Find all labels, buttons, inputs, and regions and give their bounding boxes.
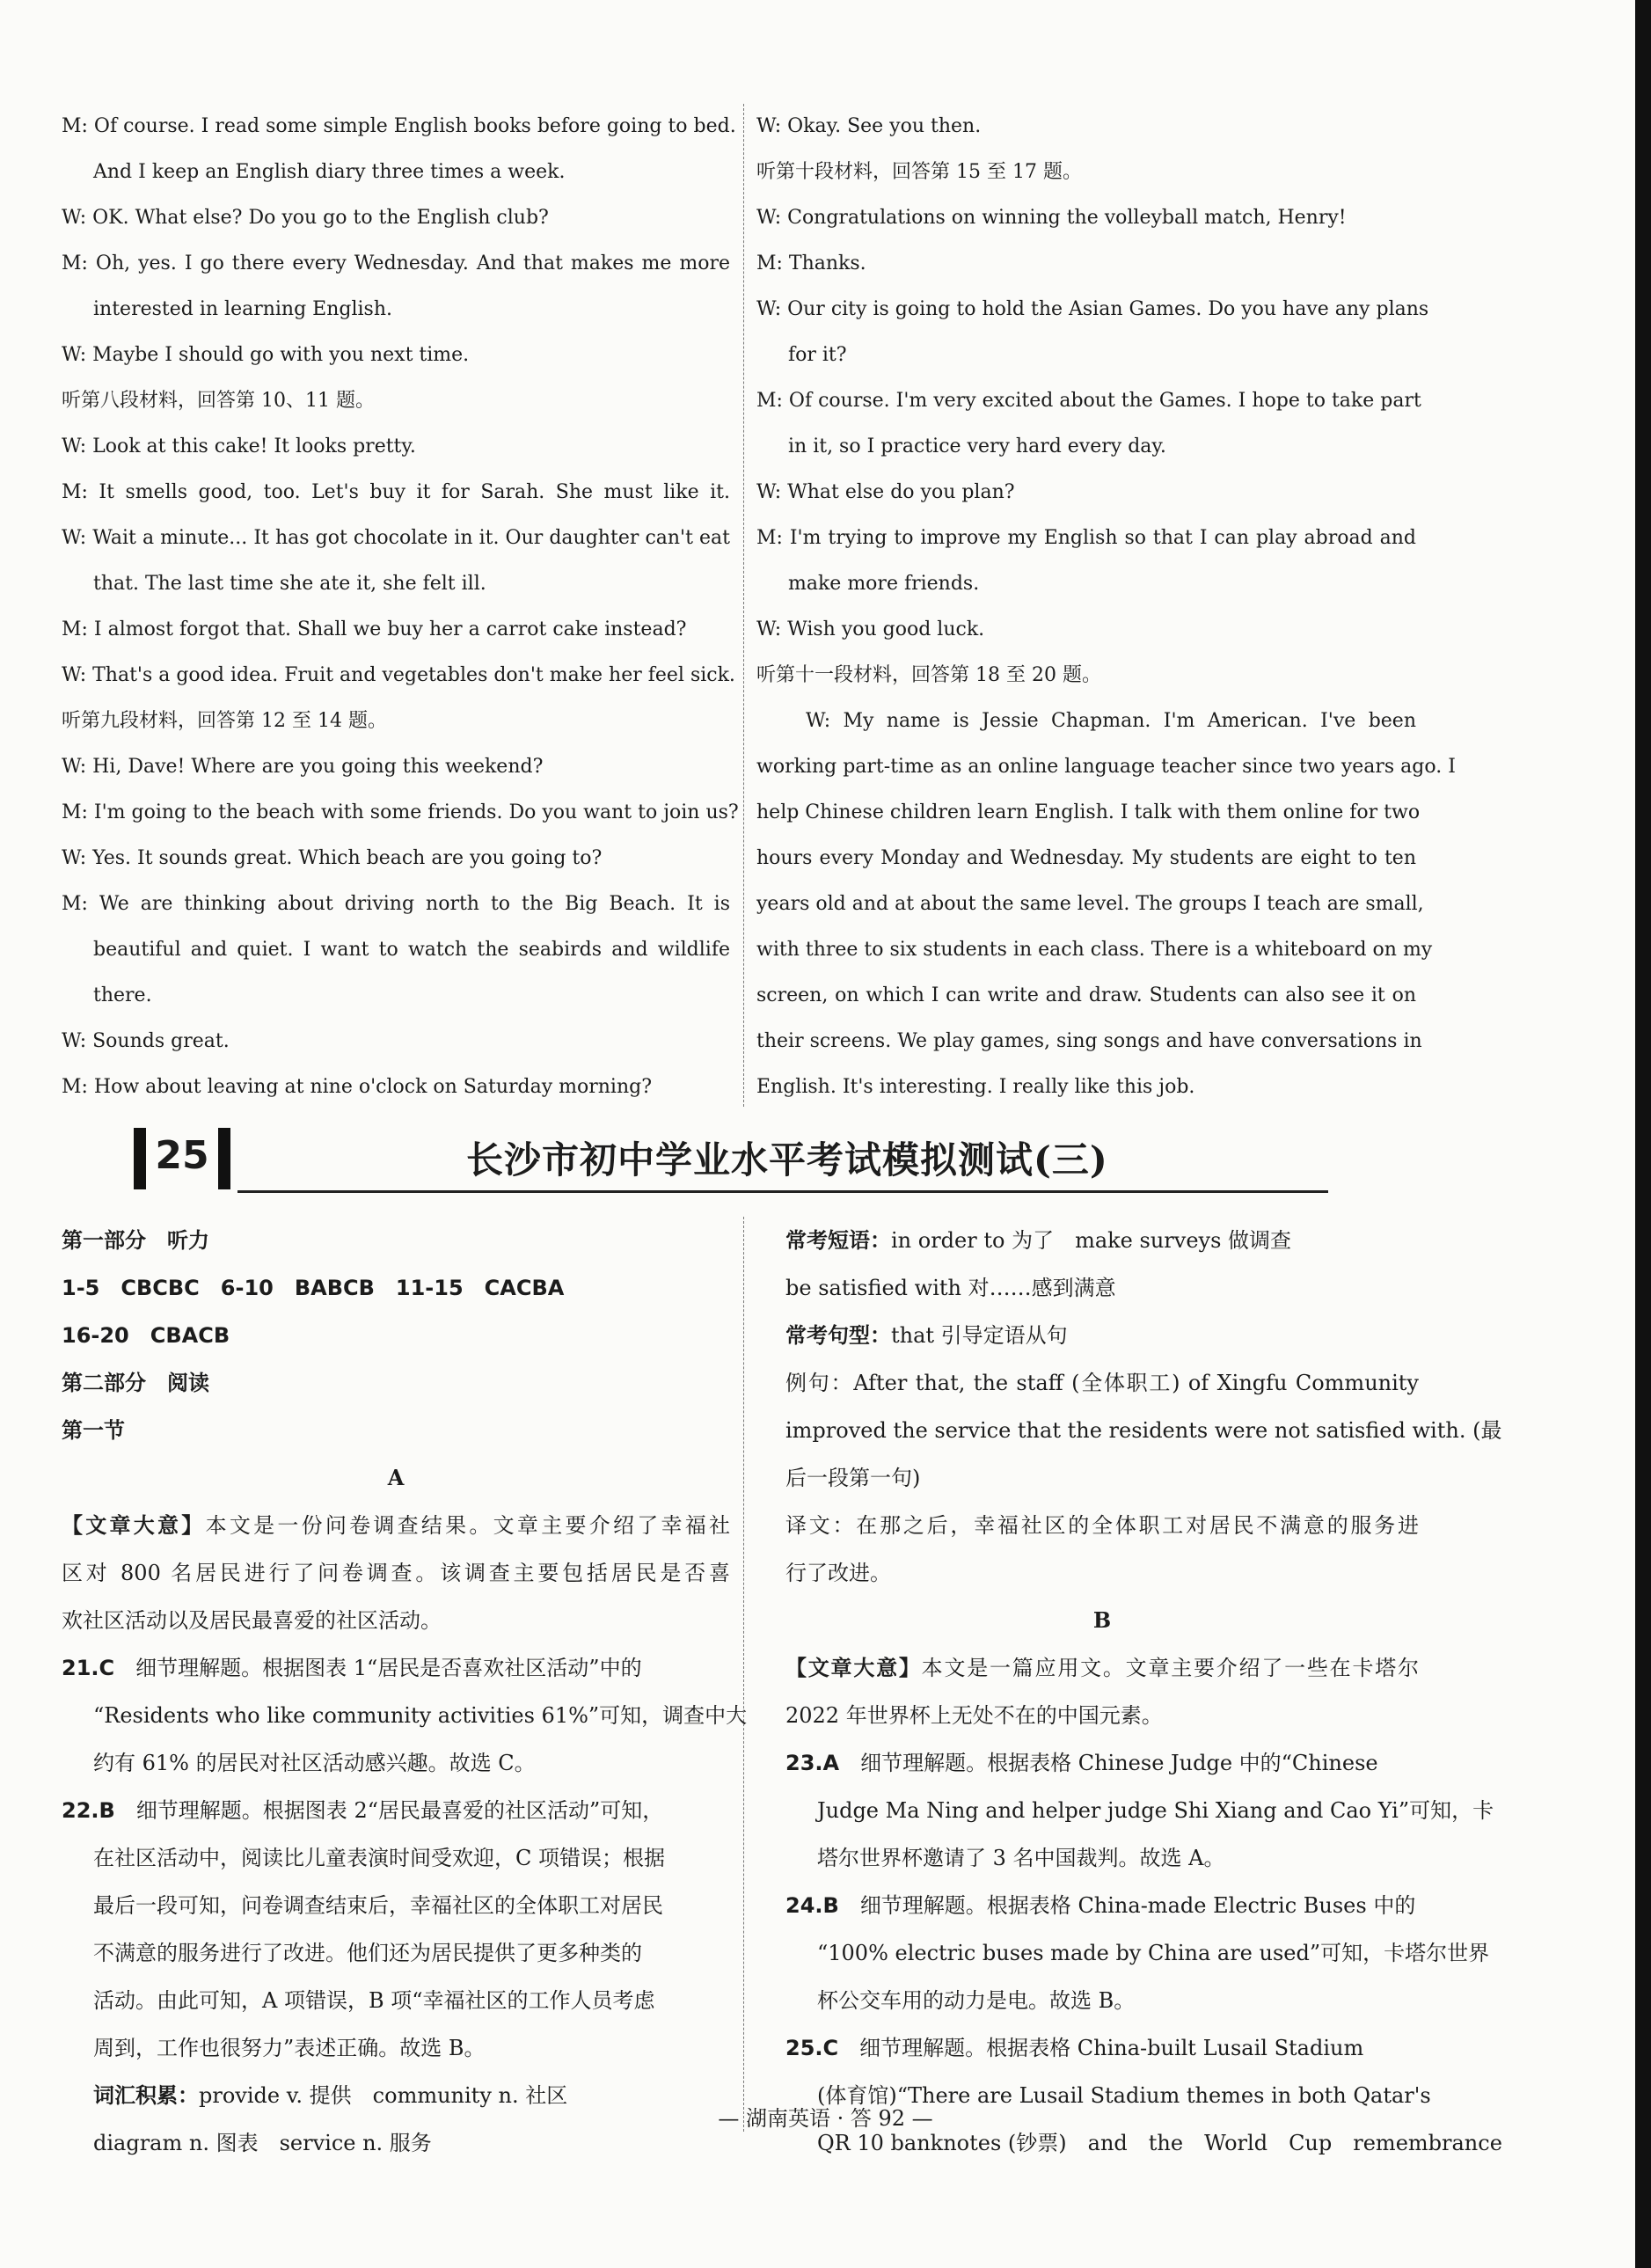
example-line: 后一段第一句) — [785, 1466, 921, 1490]
summary-line — [785, 1644, 1419, 1692]
material-heading: 听第八段材料，回答第 10、11 题。 — [62, 390, 375, 412]
transcript-line: W: Sounds great. — [62, 1030, 230, 1052]
summary-line — [62, 1502, 730, 1549]
explanation-line: “Residents who like community activities 61%”可知，调查中大 — [93, 1703, 748, 1728]
transcript-line: M: It smells good, too. Let's buy it for Sarah. She must like it. — [62, 481, 730, 503]
transcript-line: W: OK. What else? Do you go to the English club? — [62, 207, 549, 229]
transcript-line: screen, on which I can write and draw. Students can also see it on — [756, 984, 1416, 1006]
transcript-line: W: Wait a minute... It has got chocolate in it. Our daughter can't eat — [62, 527, 730, 549]
summary-line: 区对 800 名居民进行了问卷调查。该调查主要包括居民是否喜 — [62, 1561, 730, 1585]
transcript-line: help Chinese children learn English. I talk with them online for two — [756, 801, 1421, 823]
transcript-line: make more friends. — [788, 573, 980, 595]
transcript-line: beautiful and quiet. I want to watch the seabirds and wildlife — [93, 939, 730, 961]
transcript-line: M: Of course. I read some simple English books before going to bed. — [62, 115, 736, 137]
question-text: 细节理解题。根据表格 Chinese Judge 中的“Chinese — [860, 1751, 1378, 1775]
question-number: 24.B — [785, 1893, 839, 1918]
explanation-line: “100% electric buses made by China are used”可知，卡塔尔世界 — [817, 1941, 1490, 1965]
answers-left-column — [62, 1217, 748, 2167]
material-heading: 听第九段材料，回答第 12 至 14 题。 — [62, 710, 387, 732]
explanation-line: Judge Ma Ning and helper judge Shi Xiang and Cao Yi”可知，卡 — [817, 1798, 1494, 1823]
transcript-line: M: I almost forgot that. Shall we buy her a carrot cake instead? — [62, 618, 687, 640]
transcript-line: that. The last time she ate it, she felt ill. — [93, 573, 486, 595]
page-footer: — 湖南英语 · 答 92 — — [718, 2106, 933, 2131]
vocab-label: 词汇积累： — [93, 2082, 199, 2108]
vocab-text: provide v. 提供 community n. 社区 — [199, 2083, 568, 2108]
phrase-line — [785, 1217, 1419, 1264]
summary-tag: 【文章大意】 — [62, 1512, 206, 1538]
transcript-line: their screens. We play games, sing songs and have conversations in — [756, 1030, 1422, 1052]
transcript-line: in it, so I practice very hard every day. — [788, 435, 1166, 457]
transcript-line: W: Yes. It sounds great. Which beach are you going to? — [62, 847, 603, 869]
transcript-line: M: I'm trying to improve my English so that I can play abroad and — [756, 527, 1416, 549]
sentence-line — [785, 1312, 1419, 1359]
section-heading: 第一节 — [62, 1418, 125, 1443]
transcript-line: English. It's interesting. I really like this job. — [756, 1076, 1195, 1098]
transcript-line: M: Oh, yes. I go there every Wednesday. And that makes me more — [62, 252, 730, 274]
summary-text: 本文是一份问卷调查结果。文章主要介绍了幸福社 — [205, 1513, 731, 1538]
question-number: 25.C — [785, 2036, 839, 2060]
transcript-line: W: My name is Jessie Chapman. I'm American. I've been — [806, 710, 1416, 732]
transcript-line: M: Of course. I'm very excited about the Games. I hope to take part — [756, 390, 1421, 412]
transcript-line: W: Congratulations on winning the volleyball match, Henry! — [756, 207, 1347, 229]
section-header — [123, 1128, 1328, 1200]
page-edge-bar — [1635, 0, 1651, 2268]
answers-right-column — [785, 1217, 1502, 2167]
transcript-line: W: Look at this cake! It looks pretty. — [62, 435, 416, 457]
phrase-text: in order to 为了 make surveys 做调查 — [891, 1228, 1292, 1253]
question-25 — [785, 2024, 1419, 2072]
passage-letter: A — [387, 1465, 405, 1490]
vocab-line: diagram n. 图表 service n. 服务 — [93, 2131, 432, 2155]
transcript-line: M: I'm going to the beach with some friends. Do you want to join us? — [62, 801, 739, 823]
translation-line: 译文：在那之后，幸福社区的全体职工对居民不满意的服务进 — [785, 1513, 1419, 1538]
transcript-line: W: Okay. See you then. — [756, 115, 982, 137]
transcript-line: years old and at about the same level. The groups I teach are small, — [756, 893, 1424, 915]
explanation-line: 塔尔世界杯邀请了 3 名中国裁判。故选 A。 — [817, 1846, 1225, 1870]
column-divider — [743, 1217, 744, 2132]
summary-line: 欢社区活动以及居民最喜爱的社区活动。 — [62, 1608, 442, 1633]
explanation-line: 杯公交车用的动力是电。故选 B。 — [817, 1988, 1136, 2013]
explanation-line: (体育馆)“There are Lusail Stadium themes in both Qatar's — [817, 2083, 1431, 2108]
explanation-line: 周到，工作也很努力”表述正确。故选 B。 — [93, 2036, 486, 2060]
explanation-line: QR 10 banknotes (钞票) and the World Cup remembrance — [817, 2131, 1502, 2155]
explanation-line: 约有 61% 的居民对社区活动感兴趣。故选 C。 — [93, 1751, 536, 1775]
transcript-line: for it? — [788, 344, 847, 366]
question-21 — [62, 1644, 730, 1692]
transcript-line: W: Maybe I should go with you next time. — [62, 344, 470, 366]
translation-line: 行了改进。 — [785, 1561, 891, 1585]
phrase-label: 常考短语： — [785, 1227, 891, 1253]
column-divider — [743, 104, 744, 1107]
passage-letter: B — [1092, 1607, 1112, 1633]
transcript-line: W: Our city is going to hold the Asian Games. Do you have any plans — [756, 298, 1429, 320]
question-24 — [785, 1882, 1419, 1929]
question-number: 21.C — [62, 1656, 115, 1680]
answer-key: 16-20 CBACB — [62, 1323, 230, 1348]
transcript-line: M: Thanks. — [756, 252, 866, 274]
transcript-line: W: That's a good idea. Fruit and vegetables don't make her feel sick. — [62, 664, 735, 686]
transcript-line: W: Hi, Dave! Where are you going this weekend? — [62, 756, 544, 778]
summary-text: 本文是一篇应用文。文章主要介绍了一些在卡塔尔 — [921, 1656, 1420, 1680]
transcript-line: with three to six students in each class. There is a whiteboard on my — [756, 939, 1433, 961]
explanation-line: 在社区活动中，阅读比儿童表演时间受欢迎，C 项错误；根据 — [93, 1846, 665, 1870]
question-22 — [62, 1787, 730, 1834]
example-line: 例句：After that, the staff (全体职工) of Xingfu Community — [785, 1371, 1419, 1395]
explanation-line: 不满意的服务进行了改进。他们还为居民提供了更多种类的 — [93, 1941, 642, 1965]
answer-key: 1-5 CBCBC 6-10 BABCB 11-15 CACBA — [62, 1276, 565, 1300]
transcript-line: interested in learning English. — [93, 298, 393, 320]
transcript-left-column — [62, 104, 739, 1110]
question-text: 细节理解题。根据图表 2“居民最喜爱的社区活动”可知， — [135, 1798, 664, 1823]
question-number: 23.A — [785, 1751, 840, 1775]
transcript-line: And I keep an English diary three times a week. — [93, 161, 566, 183]
explanation-line: 活动。由此可知，A 项错误，B 项“幸福社区的工作人员考虑 — [93, 1988, 655, 2013]
material-heading: 听第十段材料，回答第 15 至 17 题。 — [756, 161, 1082, 183]
question-23 — [785, 1739, 1419, 1787]
transcript-line: there. — [93, 984, 152, 1006]
example-line: improved the service that the residents were not satisfied with. (最 — [785, 1418, 1502, 1443]
header-rule — [237, 1190, 1328, 1193]
transcript-line: working part-time as an online language teacher since two years ago. I — [756, 756, 1456, 778]
sentence-text: that 引导定语从句 — [891, 1323, 1068, 1348]
transcript-right-column — [756, 104, 1456, 1110]
transcript-line: W: Wish you good luck. — [756, 618, 985, 640]
question-text: 细节理解题。根据表格 China-made Electric Buses 中的 — [859, 1893, 1416, 1918]
question-text: 细节理解题。根据表格 China-built Lusail Stadium — [859, 2036, 1364, 2060]
section-number: 25 — [155, 1133, 209, 1178]
question-number: 22.B — [62, 1798, 115, 1823]
summary-line: 2022 年世界杯上无处不在的中国元素。 — [785, 1703, 1163, 1728]
transcript-line: M: How about leaving at nine o'clock on Saturday morning? — [62, 1076, 653, 1098]
section-title: 长沙市初中学业水平考试模拟测试(三) — [466, 1138, 1108, 1182]
transcript-line: hours every Monday and Wednesday. My students are eight to ten — [756, 847, 1416, 869]
sentence-label: 常考句型： — [785, 1322, 891, 1348]
transcript-line: M: We are thinking about driving north to the Big Beach. It is — [62, 893, 730, 915]
bracket-right — [218, 1128, 230, 1189]
question-text: 细节理解题。根据图表 1“居民是否喜欢社区活动”中的 — [135, 1656, 642, 1680]
transcript-line: W: What else do you plan? — [756, 481, 1015, 503]
summary-tag: 【文章大意】 — [785, 1655, 922, 1680]
material-heading: 听第十一段材料，回答第 18 至 20 题。 — [756, 664, 1101, 686]
part-heading: 第一部分 听力 — [62, 1228, 209, 1253]
phrase-line: be satisfied with 对……感到满意 — [785, 1276, 1116, 1300]
explanation-line: 最后一段可知，问卷调查结束后，幸福社区的全体职工对居民 — [93, 1893, 663, 1918]
section-number-box — [134, 1128, 230, 1189]
part-heading: 第二部分 阅读 — [62, 1371, 209, 1395]
